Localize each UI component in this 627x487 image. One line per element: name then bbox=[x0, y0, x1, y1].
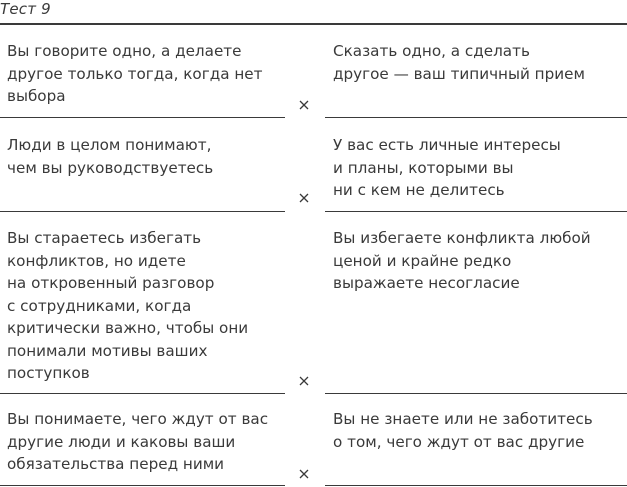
right-answer-line bbox=[325, 393, 627, 394]
times-icon bbox=[297, 467, 313, 483]
row-right-statement: Вы не знаете или не заботитесь о том, чего ждут от вас другие bbox=[333, 410, 593, 451]
times-icon bbox=[297, 191, 313, 207]
comparison-row bbox=[0, 134, 627, 214]
right-answer-line bbox=[325, 117, 627, 118]
row-right-statement: Вы избегаете конфликта любой ценой и крайне редко выражаете несогласие bbox=[333, 229, 591, 292]
title-divider bbox=[0, 23, 627, 25]
test-title: Тест 9 bbox=[0, 0, 51, 18]
row-left-statement: Вы стараетесь избегать конфликтов, но идете на откровенный разговор с сотрудниками, когда критически важно, чтобы они понимали мотивы ваших поступков bbox=[7, 229, 249, 382]
times-icon bbox=[297, 374, 313, 390]
right-answer-line bbox=[325, 211, 627, 212]
left-answer-line bbox=[0, 393, 285, 394]
comparison-row bbox=[0, 40, 627, 120]
comparison-row bbox=[0, 227, 627, 397]
row-left-statement: Люди в целом понимают, чем вы руководствуетесь bbox=[7, 136, 214, 177]
comparison-row bbox=[0, 408, 627, 487]
left-answer-line bbox=[0, 211, 285, 212]
right-answer-line bbox=[325, 485, 627, 486]
row-right-statement: Сказать одно, а сделать другое — ваш типичный прием bbox=[333, 42, 585, 83]
row-right-statement: У вас есть личные интересы и планы, которыми вы ни с кем не делитесь bbox=[333, 136, 561, 199]
row-left-statement: Вы говорите одно, а делаете другое только тогда, когда нет выбора bbox=[7, 42, 263, 105]
left-answer-line bbox=[0, 485, 285, 486]
times-icon bbox=[297, 98, 313, 114]
row-left-statement: Вы понимаете, чего ждут от вас другие люди и каковы ваши обязательства перед ними bbox=[7, 410, 269, 473]
left-answer-line bbox=[0, 117, 285, 118]
